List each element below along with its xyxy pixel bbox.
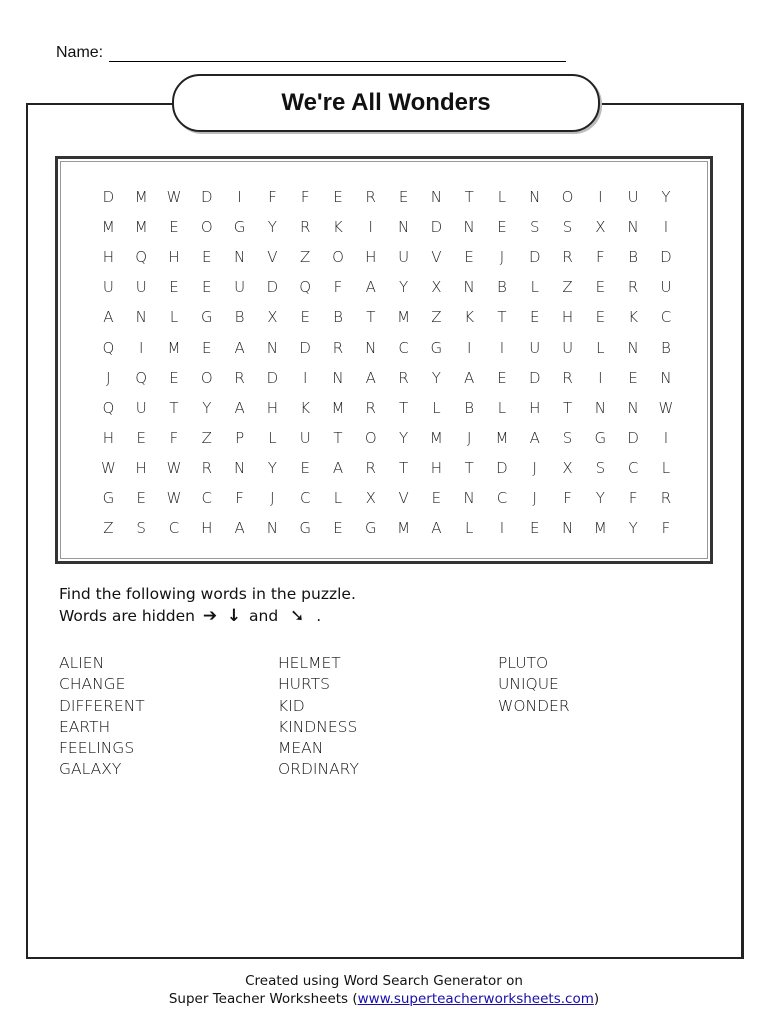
grid-letter: Y [267,458,277,477]
grid-letter: D [266,278,279,297]
grid-letter: C [299,488,311,507]
name-row [56,38,566,62]
grid-letter: H [529,398,541,417]
grid-letter: H [102,248,115,267]
grid-letter: K [628,308,639,327]
grid-letter: L [596,338,605,357]
grid-letter: L [464,519,474,538]
grid-letter: G [594,428,607,447]
grid-letter: I [663,218,669,237]
grid-letter: E [136,428,146,447]
grid-letter: X [595,218,606,237]
grid-letter: B [628,248,639,267]
grid-letter: L [661,458,671,477]
grid-letter: H [561,308,574,327]
grid-letter: T [169,398,179,417]
footer-link[interactable]: www.superteacherworksheets.com [357,991,594,1007]
grid-letter: X [562,458,573,477]
instructions [59,583,356,627]
instructions-and: and [249,607,279,625]
word-list-item: KINDNESS [278,717,358,736]
grid-letter: R [660,488,672,507]
grid-letter: H [168,248,180,267]
grid-letter: S [562,428,573,447]
grid-letter: N [332,368,344,387]
grid-letter: E [530,519,540,538]
grid-letter: E [595,278,606,297]
grid-letter: A [234,338,245,357]
grid-letter: C [201,488,213,507]
grid-letter: E [169,278,179,297]
word-list-item: UNIQUE [498,675,559,694]
arrow-diagonal-icon: ➘ [290,606,305,626]
grid-letter: I [237,188,242,207]
instructions-line-1: Find the following words in the puzzle. [59,585,356,603]
grid-letter: U [529,338,541,357]
grid-letter: N [627,338,639,357]
grid-letter: Y [661,188,671,207]
grid-letter: H [201,519,213,538]
word-list-item: HELMET [278,654,341,672]
grid-letter: U [398,248,410,267]
grid-letter: X [267,308,278,327]
grid-letter: G [364,519,377,538]
grid-letter: N [594,398,606,417]
grid-letter: N [233,458,246,477]
word-list-item: MEAN [278,739,324,758]
grid-letter: L [333,488,343,507]
grid-letter: F [661,519,671,538]
grid-letter: F [268,188,277,207]
grid-letter: Y [398,278,409,297]
footer-suffix: ) [593,991,600,1007]
grid-letter: E [169,368,179,387]
grid-letter: I [466,338,472,357]
grid-letter: A [365,368,376,387]
grid-letter: F [628,488,638,507]
grid-letter: C [168,519,180,538]
grid-letter: W [658,398,674,417]
word-list-item: KID [278,696,305,715]
word-list-item: EARTH [59,717,111,736]
grid-letter: I [499,338,505,357]
grid-letter: Z [431,308,442,327]
grid-letter: C [496,488,508,507]
grid-letter: E [202,248,212,267]
grid-letter: S [595,458,606,477]
grid-letter: E [169,218,179,237]
grid-letter: Z [103,519,114,538]
word-list-item: ORDINARY [278,760,359,779]
grid-letter: Y [267,218,277,237]
grid-letter: C [398,338,409,357]
grid-letter: B [234,308,245,327]
grid-letter: N [463,278,475,297]
page-title: We're All Wonders [281,89,491,116]
grid-letter: E [431,488,442,507]
grid-letter: R [562,368,573,387]
grid-letter: M [331,398,345,417]
grid-letter: I [598,188,603,207]
grid-letter: D [102,188,115,207]
grid-letter: D [528,368,541,387]
grid-letter: U [562,338,574,357]
grid-letter: L [497,398,507,417]
grid-letter: O [200,218,213,237]
grid-letter: W [166,458,182,477]
grid-letter: O [561,188,574,207]
grid-letter: U [135,278,147,297]
grid-letter: M [134,188,148,207]
grid-letter: U [102,278,114,297]
grid-letter: A [103,308,114,327]
grid-letter: E [398,188,409,207]
grid-letter: N [233,248,246,267]
grid-letter: N [397,218,410,237]
grid-letter: N [627,218,639,237]
footer-prefix: Super Teacher Worksheets ( [168,991,358,1007]
grid-letter: D [660,248,672,267]
grid-letter: E [202,338,212,357]
instructions-line-2 [59,605,356,627]
grid-letter: G [200,308,213,327]
grid-letter: Y [431,368,441,387]
grid-letter: A [234,398,245,417]
grid-letter: E [497,218,507,237]
grid-letter: Q [102,338,115,357]
instructions-period: . [316,607,322,625]
grid-letter: K [300,398,311,417]
grid-letter: A [431,519,442,538]
grid-letter: Q [102,398,115,417]
grid-letter: S [529,218,540,237]
name-input-line[interactable] [109,45,566,62]
grid-letter: Y [628,519,638,538]
grid-letter: J [106,368,111,387]
grid-letter: J [270,488,275,507]
grid-letter: M [429,428,443,447]
word-list-item: ALIEN [59,654,105,672]
grid-letter: G [299,519,311,538]
footer-line-2 [0,990,768,1008]
grid-letter: R [365,458,376,477]
grid-letter: I [368,218,373,237]
grid-letter: D [266,368,279,387]
grid-letter: T [562,398,573,417]
grid-letter: S [136,519,146,538]
grid-letter: H [365,248,377,267]
grid-letter: D [430,218,443,237]
grid-letter: D [528,248,541,267]
grid-letter: I [302,368,308,387]
grid-letter: R [627,278,639,297]
grid-letter: L [268,428,277,447]
grid-letter: U [299,428,311,447]
grid-letter: K [464,308,475,327]
grid-letter: V [431,248,442,267]
grid-letter: V [267,248,278,267]
grid-letter: E [497,368,507,387]
grid-letter: J [466,428,472,447]
grid-letter: J [532,488,537,507]
grid-letter: D [627,428,639,447]
grid-letter: I [138,338,144,357]
grid-letter: N [463,218,475,237]
grid-letter: E [300,308,310,327]
grid-letter: M [101,218,115,237]
grid-letter: A [365,278,376,297]
grid-letter: Q [299,278,312,297]
grid-letter: U [135,398,147,417]
grid-letter: N [561,519,574,538]
grid-letter: N [529,188,541,207]
grid-letter: R [234,368,245,387]
grid-letter: O [332,248,344,267]
grid-letter: F [169,428,179,447]
grid-letter: G [102,488,115,507]
grid-letter: O [200,368,213,387]
grid-letter: A [464,368,475,387]
grid-letter: J [499,248,505,267]
grid-letter: E [530,308,540,327]
grid-letter: E [333,519,343,538]
grid-letter: U [627,188,639,207]
grid-letter: T [398,458,409,477]
word-list-column-2 [278,653,359,781]
grid-letter: D [299,338,311,357]
grid-letter: M [167,338,181,357]
grid-letter: L [169,308,179,327]
grid-letter: I [598,368,603,387]
grid-letter: C [627,458,639,477]
grid-letter: M [495,428,509,447]
grid-letter: L [432,398,441,417]
grid-letter: Z [562,278,573,297]
grid-letter: N [135,308,147,327]
grid-letter: F [235,488,244,507]
grid-letter: R [299,218,311,237]
grid-letter: I [499,519,505,538]
arrow-right-icon: ➔ [202,606,218,626]
grid-letter: N [430,188,442,207]
grid-letter: T [497,308,507,327]
grid-letter: K [333,218,343,237]
grid-letter: E [136,488,146,507]
title-banner [172,74,600,132]
grid-letter: Q [135,248,148,267]
grid-letter: H [102,428,115,447]
instructions-prefix: Words are hidden [59,607,196,625]
grid-letter: E [333,188,343,207]
grid-letter: E [595,308,606,327]
grid-letter: V [398,488,409,507]
grid-letter: U [660,278,672,297]
grid-letter: J [532,458,537,477]
grid-letter: M [593,519,607,538]
grid-letter: T [464,458,474,477]
grid-letter: F [300,188,310,207]
grid-letter: H [135,458,147,477]
grid-letter: T [464,188,474,207]
grid-letter: L [497,188,507,207]
grid-letter: A [234,519,245,538]
grid-letter: U [234,278,246,297]
grid-letter: Z [201,428,212,447]
grid-letter: T [398,398,409,417]
grid-letter: R [365,188,376,207]
grid-letter: R [332,338,344,357]
grid-letter: R [562,248,573,267]
grid-letter: W [166,488,182,507]
grid-letter: B [333,308,343,327]
grid-letter: Y [202,398,212,417]
grid-letter: N [660,368,672,387]
grid-letter: Y [595,488,605,507]
name-label: Name: [56,44,104,61]
grid-letter: B [497,278,507,297]
word-list-item: HURTS [278,675,330,694]
grid-letter: S [562,218,573,237]
grid-letter: N [365,338,377,357]
grid-letter: E [202,278,212,297]
grid-letter: Z [300,248,311,267]
grid-letter: N [266,338,278,357]
footer-line-1: Created using Word Search Generator on [245,973,523,989]
grid-letter: H [430,458,442,477]
grid-letter: W [100,458,116,477]
grid-letter: E [628,368,638,387]
grid-letter: M [397,308,411,327]
grid-letter: E [300,458,310,477]
grid-letter: N [627,398,639,417]
word-list-item: FEELINGS [59,739,135,758]
grid-letter: D [201,188,213,207]
grid-letter: B [464,398,475,417]
grid-letter: O [364,428,377,447]
grid-letter: G [233,218,246,237]
grid-letter: C [660,308,672,327]
grid-letter: E [464,248,474,267]
grid-letter: R [365,398,376,417]
grid-letter: X [431,278,442,297]
word-list-item: CHANGE [59,675,126,694]
grid-letter: R [398,368,409,387]
word-search-grid [92,182,682,543]
grid-letter: D [496,458,508,477]
grid-letter: N [463,488,475,507]
grid-letter: W [166,188,182,207]
grid-letter: I [663,428,669,447]
grid-letter: F [333,278,343,297]
grid-letter: F [596,248,605,267]
grid-letter: P [235,428,245,447]
grid-letter: L [530,278,539,297]
grid-letter: M [134,218,148,237]
grid-letter: N [266,519,278,538]
word-list-column-3 [498,653,570,717]
grid-letter: F [563,488,572,507]
grid-letter: A [529,428,540,447]
arrow-down-icon: ↓ [226,606,242,626]
grid-letter: Q [135,368,148,387]
grid-letter: M [397,519,411,538]
grid-letter: G [430,338,443,357]
grid-letter: Y [398,428,409,447]
grid-letter: T [366,308,376,327]
word-list-item: WONDER [498,696,570,715]
grid-letter: R [201,458,212,477]
grid-letter: H [266,398,279,417]
grid-letter: T [333,428,343,447]
grid-letter: B [661,338,671,357]
grid-letter: X [365,488,376,507]
grid-letter: A [332,458,344,477]
word-list-item: PLUTO [498,654,549,672]
footer [0,972,768,1008]
word-list-item: GALAXY [59,760,122,779]
word-list-item: DIFFERENT [59,696,145,715]
word-list-column-1 [59,653,145,781]
